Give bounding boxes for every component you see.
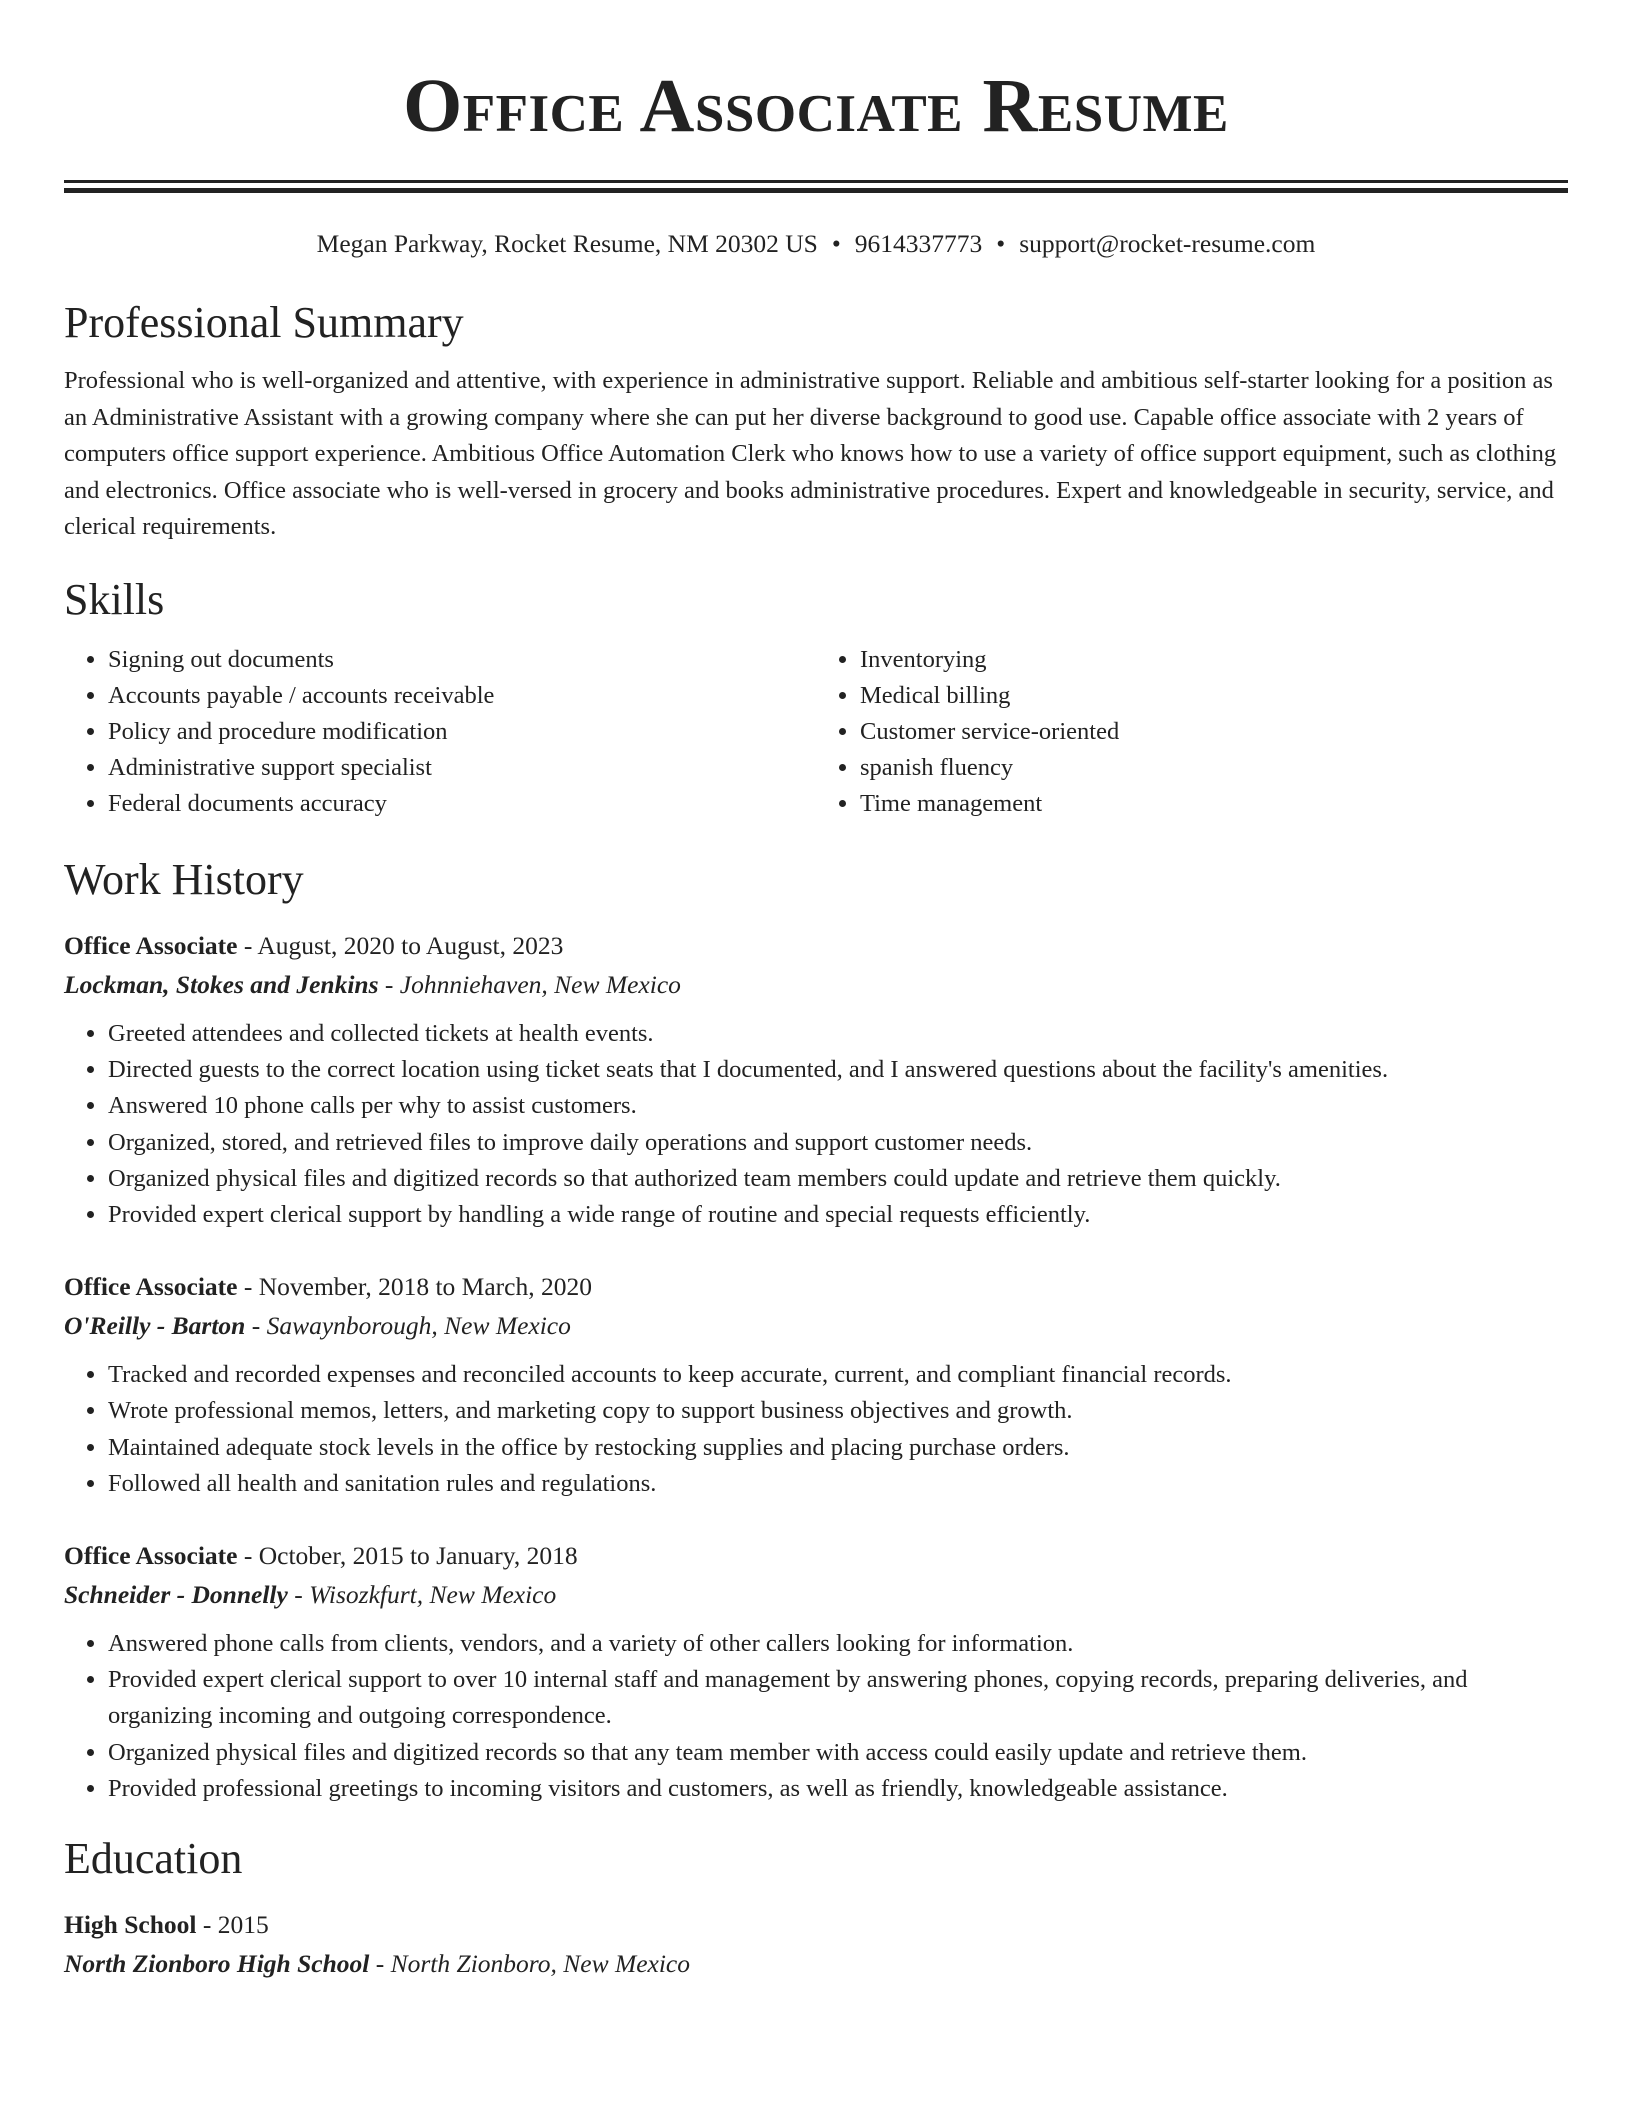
job-role: Office Associate [64, 930, 238, 960]
job-duties [64, 1016, 1568, 1233]
job-duty: • Provided expert clerical support to over 10 internal staff and management by answering phones, copying records, preparing deliveries, and organizing incoming and outgoing correspondence. [108, 1662, 1568, 1734]
education-degree: High School [64, 1910, 197, 1940]
job-location: - Wisozkfurt, New Mexico [287, 1580, 557, 1609]
job-role: Office Associate [64, 1541, 238, 1570]
job-header [64, 1267, 1568, 1307]
skill-item: • Time management [860, 786, 1568, 822]
contact-email: support@rocket-resume.com [1019, 229, 1316, 258]
job-location: - Sawaynborough, New Mexico [245, 1311, 571, 1341]
skill-item: • Federal documents accuracy [108, 786, 816, 822]
title-divider-bottom [64, 188, 1568, 193]
job-role: Office Associate [64, 1272, 238, 1302]
education-school: North Zionboro High School [64, 1949, 370, 1979]
job-duty: • Maintained adequate stock levels in the office by restocking supplies and placing purchase orders. [108, 1430, 1568, 1466]
job-duty: • Organized physical files and digitized records so that any team member with access could easily update and retrieve them. [108, 1735, 1568, 1771]
skill-item: • Administrative support specialist [108, 750, 816, 786]
job-dates: - August, 2020 to August, 2023 [237, 930, 564, 960]
title-divider-top [64, 180, 1568, 183]
job-company: Lockman, Stokes and Jenkins [64, 969, 379, 999]
job-employer [64, 966, 1568, 1004]
skills-column-left [64, 642, 816, 822]
work-history-heading: Work History [64, 854, 304, 904]
skill-item: • spanish fluency [860, 750, 1568, 786]
job-duty: • Provided professional greetings to incoming visitors and customers, as well as friendly, knowledgeable assistance. [108, 1771, 1568, 1807]
job-company: O'Reilly - Barton [64, 1311, 246, 1341]
education-year: - 2015 [196, 1910, 269, 1940]
job-duty: • Answered phone calls from clients, vendors, and a variety of other callers looking for information. [108, 1626, 1568, 1662]
job-duties [64, 1626, 1568, 1807]
job-dates: - November, 2018 to March, 2020 [237, 1272, 592, 1302]
job-header [64, 1536, 1568, 1576]
job-duty: • Organized, stored, and retrieved files to improve daily operations and support customer needs. [108, 1125, 1568, 1161]
contact-separator: • [996, 229, 1006, 258]
skills-list [64, 642, 1568, 822]
job-entry [64, 1536, 1568, 1807]
job-entry [64, 1267, 1568, 1502]
summary-text: Professional who is well-organized and attentive, with experience in administrative support. Reliable and ambitious self-starter looking for a position as an Administrative Assistant with a growing company where she can put her diverse background to good use. Capable office associate with 2 years of computers office support experience. Ambitious Office Automation Clerk who knows how to use a variety of office support equipment, such as clothing and electronics. Office associate who is well-versed in grocery and books administrative procedures. Expert and knowledgeable in security, service, and clerical requirements. [64, 367, 1557, 541]
education-heading: Education [64, 1834, 243, 1884]
job-duty: • Answered 10 phone calls per why to assist customers. [108, 1088, 1568, 1124]
contact-phone: 9614337773 [854, 229, 983, 258]
job-duty: • Organized physical files and digitized records so that authorized team members could update and retrieve them quickly. [108, 1161, 1568, 1197]
skill-item: • Policy and procedure modification [108, 714, 816, 750]
job-duty: • Tracked and recorded expenses and reconciled accounts to keep accurate, current, and compliant financial records. [108, 1357, 1568, 1393]
job-duty: • Directed guests to the correct location using ticket seats that I documented, and I answered questions about the facility's amenities. [108, 1052, 1568, 1088]
education-header [64, 1905, 1568, 1945]
job-header [64, 926, 1568, 966]
skills-column-right [816, 642, 1568, 822]
job-company: Schneider - Donnelly [64, 1580, 288, 1609]
skill-item: • Inventorying [860, 642, 1568, 678]
contact-line [64, 227, 1568, 261]
job-duties [64, 1357, 1568, 1502]
job-employer [64, 1576, 1568, 1614]
job-duty: • Greeted attendees and collected tickets at health events. [108, 1016, 1568, 1052]
job-duty: • Provided expert clerical support by handling a wide range of routine and special requests efficiently. [108, 1197, 1568, 1233]
education-location: - North Zionboro, New Mexico [369, 1949, 690, 1979]
job-location: - Johnniehaven, New Mexico [378, 969, 681, 999]
skill-item: • Medical billing [860, 678, 1568, 714]
summary-heading: Professional Summary [64, 298, 464, 347]
skill-item: • Accounts payable / accounts receivable [108, 678, 816, 714]
contact-address: Megan Parkway, Rocket Resume, NM 20302 US [316, 229, 818, 258]
job-duty: • Followed all health and sanitation rules and regulations. [108, 1466, 1568, 1502]
skill-item: • Signing out documents [108, 642, 816, 678]
skill-item: • Customer service-oriented [860, 714, 1568, 750]
contact-separator: • [831, 229, 841, 258]
job-employer [64, 1307, 1568, 1345]
job-duty: • Wrote professional memos, letters, and marketing copy to support business objectives and growth. [108, 1393, 1568, 1429]
education-institution [64, 1945, 1568, 1983]
job-entry [64, 926, 1568, 1233]
skills-heading: Skills [64, 574, 165, 624]
job-dates: - October, 2015 to January, 2018 [237, 1541, 578, 1570]
page-title: Office Associate Resume [403, 64, 1229, 148]
